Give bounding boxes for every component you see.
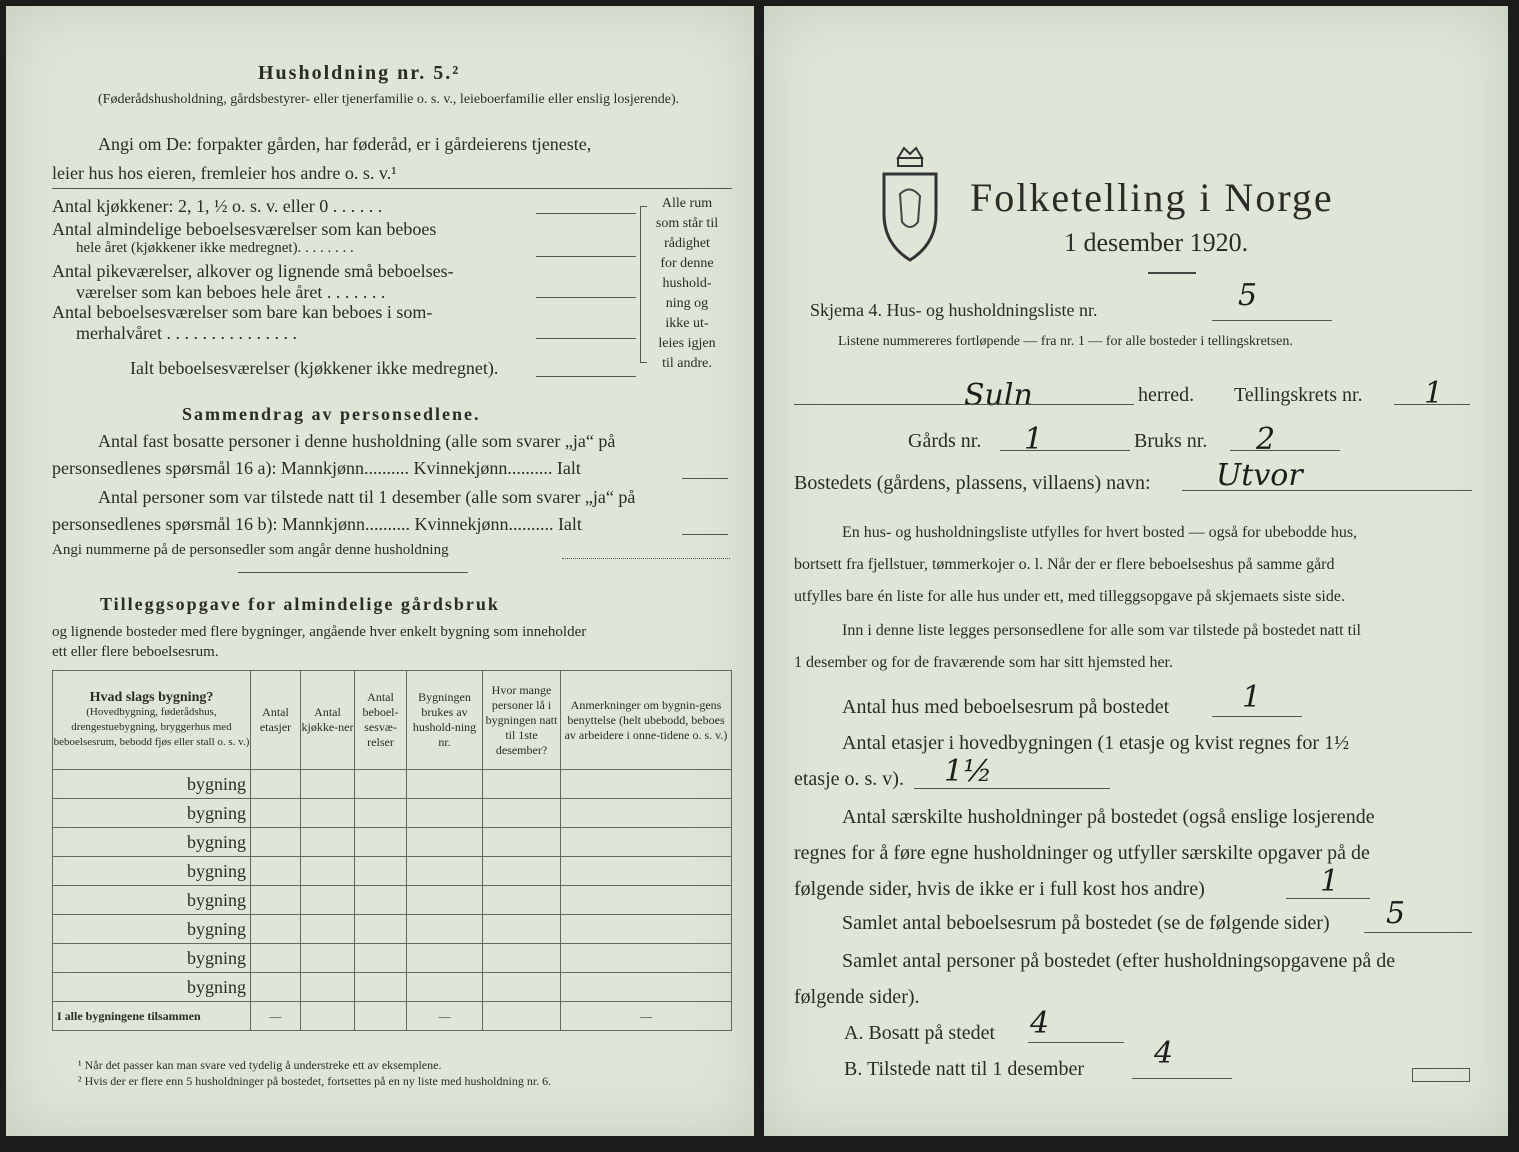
table-cell bbox=[561, 915, 732, 944]
tilstede-line-1: Antal personer som var tilstede natt til 1 desember (alle som svarer „ja“ på bbox=[98, 487, 636, 507]
printer-stamp bbox=[1412, 1068, 1470, 1082]
table-cell bbox=[301, 857, 355, 886]
total-label: I alle bygningene tilsammen bbox=[53, 1002, 251, 1031]
brace bbox=[640, 206, 647, 363]
table-cell bbox=[483, 770, 561, 799]
hus-value: 1 bbox=[1242, 680, 1262, 715]
table-row bbox=[53, 915, 732, 944]
table-cell bbox=[561, 828, 732, 857]
table-cell bbox=[407, 857, 483, 886]
col-header-beboelsesvaerelser: Antal beboel-sesvæ-relser bbox=[355, 671, 407, 770]
col-header-type: Hvad slags bygning? (Hovedbygning, føderådshus, drengestuebygning, bryggerhus med beboelsesrum, bebodd fjøs eller stall o. s. v.) bbox=[53, 671, 251, 770]
sommer-label-1: Antal beboelsesværelser som bare kan beboes i som- bbox=[52, 302, 433, 322]
table-cell bbox=[407, 828, 483, 857]
col-header-kjokkener: Antal kjøkke-ner bbox=[301, 671, 355, 770]
footnote-2: ² Hvis der er flere enn 5 husholdninger på bostedet, fortsettes på en ny liste med husholdning nr. 6. bbox=[78, 1074, 552, 1088]
form-date: 1 desember 1920. bbox=[1064, 228, 1249, 257]
coat-of-arms-icon bbox=[878, 144, 942, 264]
fast-line-2: personsedlenes spørsmål 16 a): Mannkjønn.......... Kvinnekjønn.......... Ialt bbox=[52, 458, 581, 478]
table-cell bbox=[301, 770, 355, 799]
building-row-label: bygning bbox=[53, 886, 251, 915]
table-header-row bbox=[53, 671, 732, 770]
household-title: Husholdning nr. 5.² bbox=[258, 62, 461, 84]
table-cell bbox=[561, 944, 732, 973]
skjema-label: Skjema 4. Hus- og husholdningsliste nr. bbox=[810, 300, 1098, 320]
tillegg-title: Tilleggsopgave for almindelige gårdsbruk bbox=[100, 594, 500, 614]
col-header-husholdning: Bygningen brukes av hushold-ning nr. bbox=[407, 671, 483, 770]
fast-line-1: Antal fast bosatte personer i denne husholdning (alle som svarer „ja“ på bbox=[98, 431, 616, 451]
total-etasjer: — bbox=[251, 1002, 301, 1031]
total-anmerkninger: — bbox=[561, 1002, 732, 1031]
table-cell bbox=[483, 799, 561, 828]
table-cell bbox=[483, 944, 561, 973]
bosted-label: Bostedets (gårdens, plassens, villaens) navn: bbox=[794, 472, 1151, 494]
table-cell bbox=[355, 973, 407, 1002]
table-cell bbox=[301, 886, 355, 915]
col-header-personer: Hvor mange personer lå i bygningen natt til 1ste desember? bbox=[483, 671, 561, 770]
table-cell bbox=[355, 828, 407, 857]
tilstede-line-2: personsedlenes spørsmål 16 b): Mannkjønn.......... Kvinnekjønn.......... Ialt bbox=[52, 514, 582, 534]
etasjer-line-1: Antal etasjer i hovedbygningen (1 etasje og kvist regnes for 1½ bbox=[842, 732, 1350, 754]
bruks-value: 2 bbox=[1256, 422, 1276, 457]
table-cell bbox=[251, 770, 301, 799]
building-table bbox=[52, 670, 732, 1031]
building-row-label: bygning bbox=[53, 857, 251, 886]
table-cell bbox=[483, 828, 561, 857]
sommer-label-2: merhalvåret . . . . . . . . . . . . . . . bbox=[76, 323, 297, 343]
listene-note: Listene nummereres fortløpende — fra nr. 1 — for alle bosteder i tellingskretsen. bbox=[838, 334, 1293, 349]
table-cell bbox=[407, 915, 483, 944]
table-cell bbox=[483, 973, 561, 1002]
table-cell bbox=[355, 799, 407, 828]
table-cell bbox=[483, 886, 561, 915]
bosatt-label: A. Bosatt på stedet bbox=[844, 1022, 996, 1044]
table-cell bbox=[251, 944, 301, 973]
col-header-etasjer: Antal etasjer bbox=[251, 671, 301, 770]
skjema-value: 5 bbox=[1238, 278, 1258, 313]
para1-line-3: utfylles bare én liste for alle hus under ett, med tilleggsopgave på skjemaets siste side. bbox=[794, 588, 1345, 605]
building-row-label: bygning bbox=[53, 915, 251, 944]
table-cell bbox=[301, 973, 355, 1002]
table-cell bbox=[355, 770, 407, 799]
footnote-1: ¹ Når det passer kan man svare ved tydelig å understreke ett av eksemplene. bbox=[78, 1058, 442, 1072]
table-cell bbox=[251, 828, 301, 857]
table-cell bbox=[561, 973, 732, 1002]
table-cell bbox=[251, 857, 301, 886]
col-header-anmerkninger: Anmerkninger om bygnin-gens benyttelse (helt ubebodd, beboes av arbeidere i onne-tidene o. s. v.) bbox=[561, 671, 732, 770]
para1-line-1: En hus- og husholdningsliste utfylles for hvert bosted — også for ubebodde hus, bbox=[842, 524, 1358, 541]
table-cell bbox=[301, 944, 355, 973]
right-page bbox=[764, 6, 1508, 1136]
krets-value: 1 bbox=[1424, 376, 1444, 411]
table-cell bbox=[561, 770, 732, 799]
table-cell bbox=[407, 799, 483, 828]
saer-line-3: følgende sider, hvis de ikke er i full kost hos andre) bbox=[794, 878, 1205, 900]
intro-note: (Føderådshusholdning, gårdsbestyrer- eller tjenerfamilie o. s. v., leieboerfamilie eller enslig losjerende). bbox=[98, 92, 680, 107]
etasjer-value: 1½ bbox=[944, 754, 993, 789]
herred-value: Suln bbox=[964, 378, 1033, 413]
form-title: Folketelling i Norge bbox=[970, 175, 1334, 220]
tillegg-sub-2: ett eller flere beboelsesrum. bbox=[52, 644, 219, 660]
table-cell bbox=[355, 915, 407, 944]
table-cell bbox=[355, 857, 407, 886]
bosted-value: Utvor bbox=[1216, 458, 1303, 493]
saer-line-2: regnes for å føre egne husholdninger og utfyller særskilte opgaver på de bbox=[794, 842, 1370, 864]
table-total-row bbox=[53, 1002, 732, 1031]
building-row-label: bygning bbox=[53, 944, 251, 973]
pike-label-1: Antal pikeværelser, alkover og lignende små beboelses- bbox=[52, 261, 454, 281]
herred-label: herred. bbox=[1138, 384, 1195, 406]
table-cell bbox=[407, 973, 483, 1002]
tilstede-value: 4 bbox=[1154, 1036, 1174, 1071]
bosatt-value: 4 bbox=[1030, 1006, 1050, 1041]
table-row bbox=[53, 799, 732, 828]
table-row bbox=[53, 770, 732, 799]
saer-value: 1 bbox=[1320, 864, 1340, 899]
table-cell bbox=[355, 944, 407, 973]
side-note: Alle rum som står til rådighet for denne hushold- ning og ikke ut- leies igjen til andre. bbox=[655, 196, 719, 371]
left-page bbox=[6, 6, 754, 1136]
nummerne-line: Angi nummerne på de personsedler som angår denne husholdning bbox=[52, 542, 449, 558]
gards-value: 1 bbox=[1024, 422, 1044, 457]
almindelige-label-1: Antal almindelige beboelsesværelser som kan beboes bbox=[52, 219, 437, 239]
table-cell bbox=[251, 886, 301, 915]
angi-line-2: leier hus hos eieren, fremleier hos andre o. s. v.¹ bbox=[52, 163, 397, 183]
almindelige-label-2: hele året (kjøkkener ikke medregnet). . . . . . . . bbox=[76, 240, 354, 256]
para2-line-2: 1 desember og for de fraværende som har sitt hjemsted her. bbox=[794, 654, 1173, 671]
para1-line-2: bortsett fra fjellstuer, tømmerkojer o. l. Når der er flere beboelseshus på samme gård bbox=[794, 556, 1335, 573]
table-cell bbox=[355, 886, 407, 915]
table-cell bbox=[251, 915, 301, 944]
table-row bbox=[53, 944, 732, 973]
table-cell bbox=[301, 799, 355, 828]
tillegg-sub-1: og lignende bosteder med flere bygninger, angående hver enkelt bygning som inneholder bbox=[52, 624, 587, 640]
para2-line-1: Inn i denne liste legges personsedlene for alle som var tilstede på bostedet natt til bbox=[842, 622, 1361, 639]
samlet-pers-line-2: følgende sider). bbox=[794, 986, 920, 1008]
table-row bbox=[53, 886, 732, 915]
building-row-label: bygning bbox=[53, 799, 251, 828]
building-row-label: bygning bbox=[53, 770, 251, 799]
table-cell bbox=[483, 915, 561, 944]
table-cell bbox=[483, 857, 561, 886]
table-cell bbox=[561, 886, 732, 915]
table-cell bbox=[407, 886, 483, 915]
table-cell bbox=[561, 857, 732, 886]
samlet-rum-value: 5 bbox=[1386, 896, 1406, 931]
samlet-pers-line-1: Samlet antal personer på bostedet (efter husholdningsopgavene på de bbox=[842, 950, 1396, 972]
table-cell bbox=[251, 799, 301, 828]
total-husholdning: — bbox=[407, 1002, 483, 1031]
building-row-label: bygning bbox=[53, 973, 251, 1002]
hus-label: Antal hus med beboelsesrum på bostedet bbox=[842, 696, 1170, 718]
gards-label: Gårds nr. bbox=[908, 430, 982, 452]
table-row bbox=[53, 973, 732, 1002]
samlet-rum-label: Samlet antal beboelsesrum på bostedet (se de følgende sider) bbox=[842, 912, 1330, 934]
krets-label: Tellingskrets nr. bbox=[1234, 384, 1363, 406]
table-cell bbox=[301, 915, 355, 944]
angi-line-1: Angi om De: forpakter gården, har føderåd, er i gårdeierens tjeneste, bbox=[98, 134, 592, 154]
kjokkener-label: Antal kjøkkener: 2, 1, ½ o. s. v. eller 0 . . . . . . bbox=[52, 196, 383, 216]
table-row bbox=[53, 828, 732, 857]
table-cell bbox=[561, 799, 732, 828]
tilstede-label: B. Tilstede natt til 1 desember bbox=[844, 1058, 1084, 1080]
table-cell bbox=[251, 973, 301, 1002]
building-row-label: bygning bbox=[53, 828, 251, 857]
saer-line-1: Antal særskilte husholdninger på bostedet (også enslige losjerende bbox=[842, 806, 1375, 828]
ialt-label: Ialt beboelsesværelser (kjøkkener ikke medregnet). bbox=[130, 358, 499, 378]
pike-label-2: værelser som kan beboes hele året . . . . . . . bbox=[76, 282, 386, 302]
table-row bbox=[53, 857, 732, 886]
bruks-label: Bruks nr. bbox=[1134, 430, 1208, 452]
table-cell bbox=[301, 828, 355, 857]
table-cell bbox=[407, 770, 483, 799]
sammendrag-title: Sammendrag av personsedlene. bbox=[182, 404, 481, 424]
etasjer-line-2: etasje o. s. v). bbox=[794, 768, 904, 790]
table-cell bbox=[407, 944, 483, 973]
